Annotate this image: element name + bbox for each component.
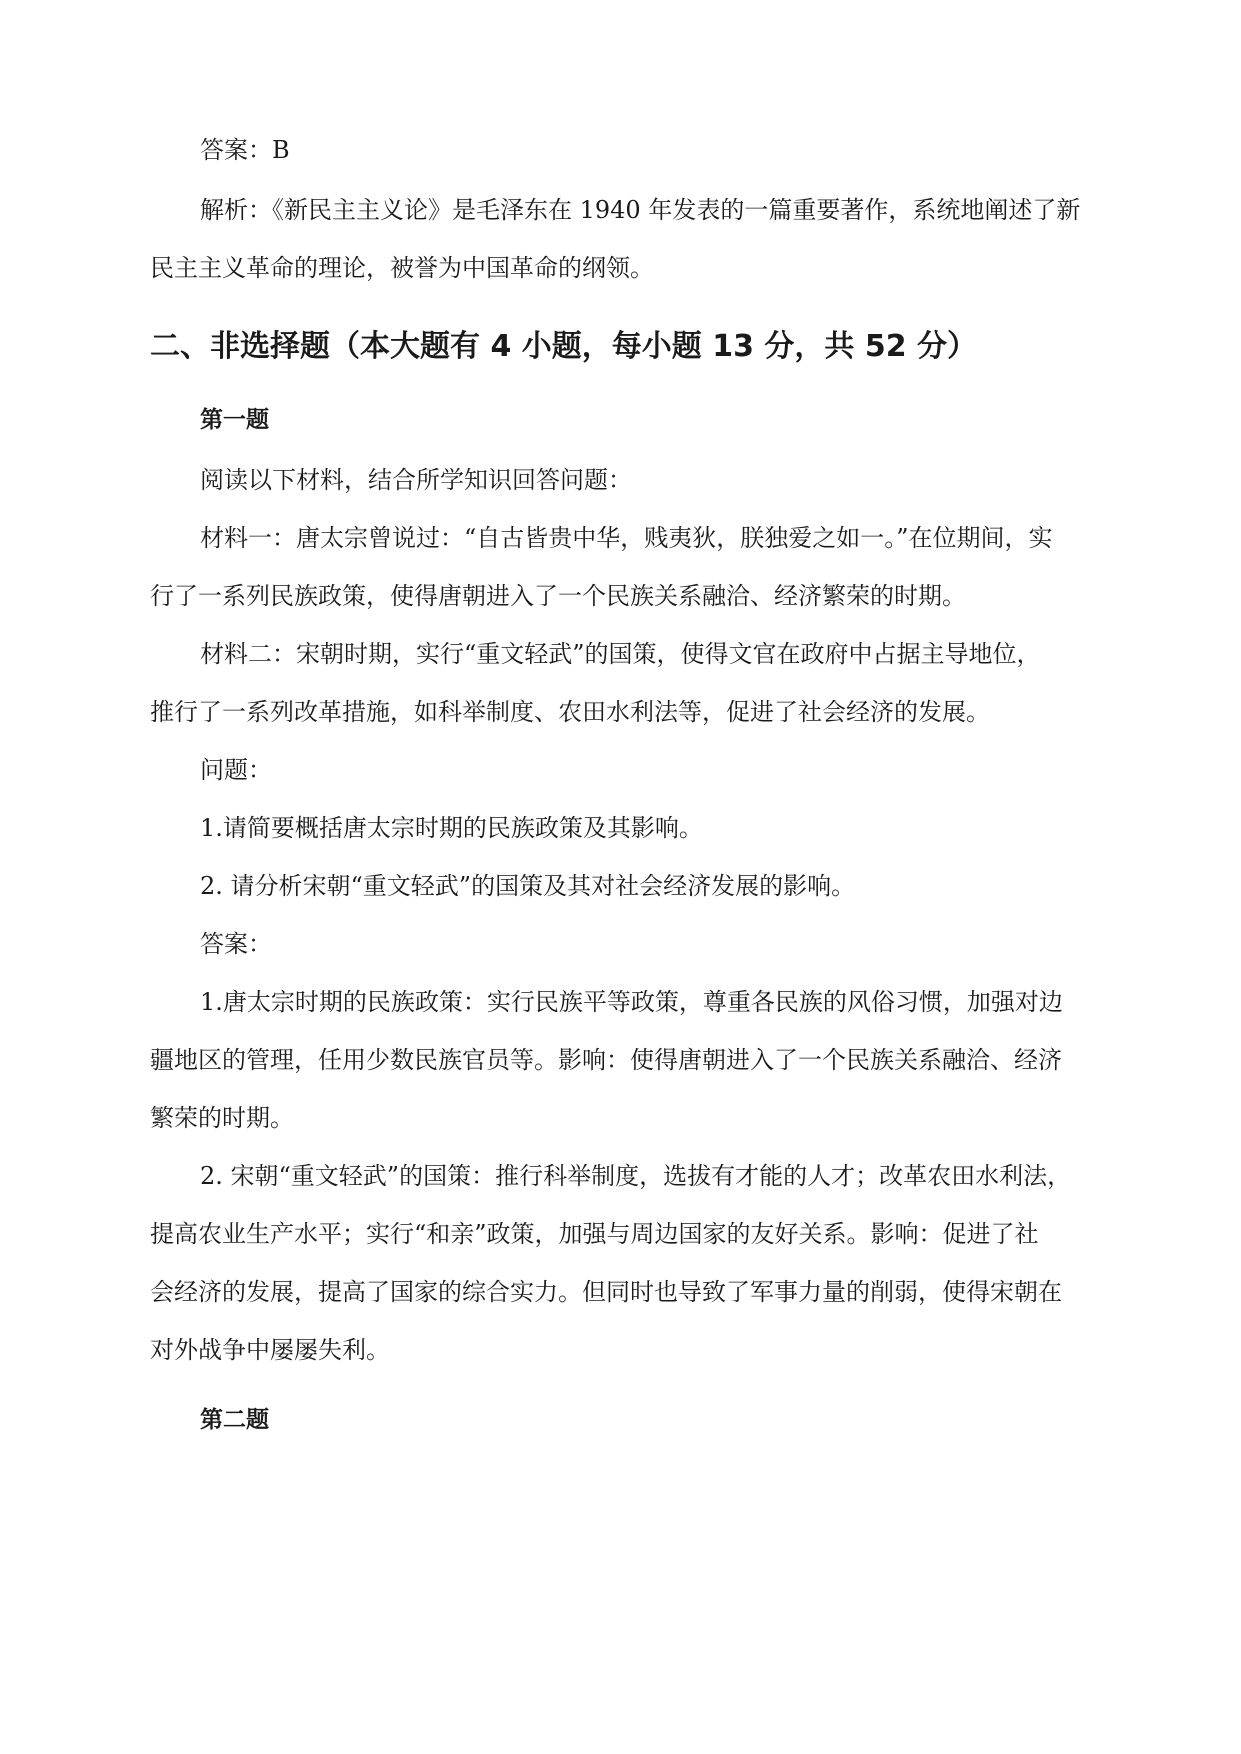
answer-2-line-3: 会经济的发展，提高了国家的综合实力。但同时也导致了军事力量的削弱，使得宋朝在	[150, 1278, 1062, 1306]
answer-2-line-1: 2. 宋朝“重文轻武”的国策：推行科举制度，选拔有才能的人才；改革农田水利法，	[200, 1162, 1072, 1190]
answer-2-line-2: 提高农业生产水平；实行“和亲”政策，加强与周边国家的友好关系。影响：促进了社	[150, 1220, 1039, 1248]
question-1-item: 1.请简要概括唐太宗时期的民族政策及其影响。	[200, 814, 703, 842]
question-2-item: 2. 请分析宋朝“重文轻武”的国策及其对社会经济发展的影响。	[200, 872, 856, 900]
answer-label: 答案：	[200, 930, 272, 958]
material-1-line-2: 行了一系列民族政策，使得唐朝进入了一个民族关系融洽、经济繁荣的时期。	[150, 582, 966, 610]
question-2-title: 第二题	[200, 1407, 269, 1433]
question-1-title: 第一题	[200, 407, 269, 433]
answer-1-line-3: 繁荣的时期。	[150, 1104, 294, 1132]
prev-analysis-line-1: 解析：《新民主主义论》是毛泽东在 1940 年发表的一篇重要著作，系统地阐述了新	[200, 196, 1081, 224]
material-2-line-2: 推行了一系列改革措施，如科举制度、农田水利法等，促进了社会经济的发展。	[150, 698, 990, 726]
questions-label: 问题：	[200, 756, 272, 784]
answer-1-line-2: 疆地区的管理，任用少数民族官员等。影响：使得唐朝进入了一个民族关系融洽、经济	[150, 1046, 1062, 1074]
material-2-line-1: 材料二：宋朝时期，实行“重文轻武”的国策，使得文官在政府中占据主导地位，	[200, 640, 1041, 668]
prev-answer: 答案：B	[200, 136, 290, 164]
section-heading: 二、非选择题（本大题有 4 小题，每小题 13 分，共 52 分）	[150, 329, 978, 364]
material-1-line-1: 材料一：唐太宗曾说过：“自古皆贵中华，贱夷狄，朕独爱之如一。”在位期间，实	[200, 524, 1053, 552]
prev-analysis-line-2: 民主主义革命的理论，被誉为中国革命的纲领。	[150, 254, 654, 282]
answer-1-line-1: 1.唐太宗时期的民族政策：实行民族平等政策，尊重各民族的风俗习惯，加强对边	[200, 988, 1063, 1016]
question-1-intro: 阅读以下材料，结合所学知识回答问题：	[200, 466, 632, 494]
answer-2-line-4: 对外战争中屡屡失利。	[150, 1336, 390, 1364]
